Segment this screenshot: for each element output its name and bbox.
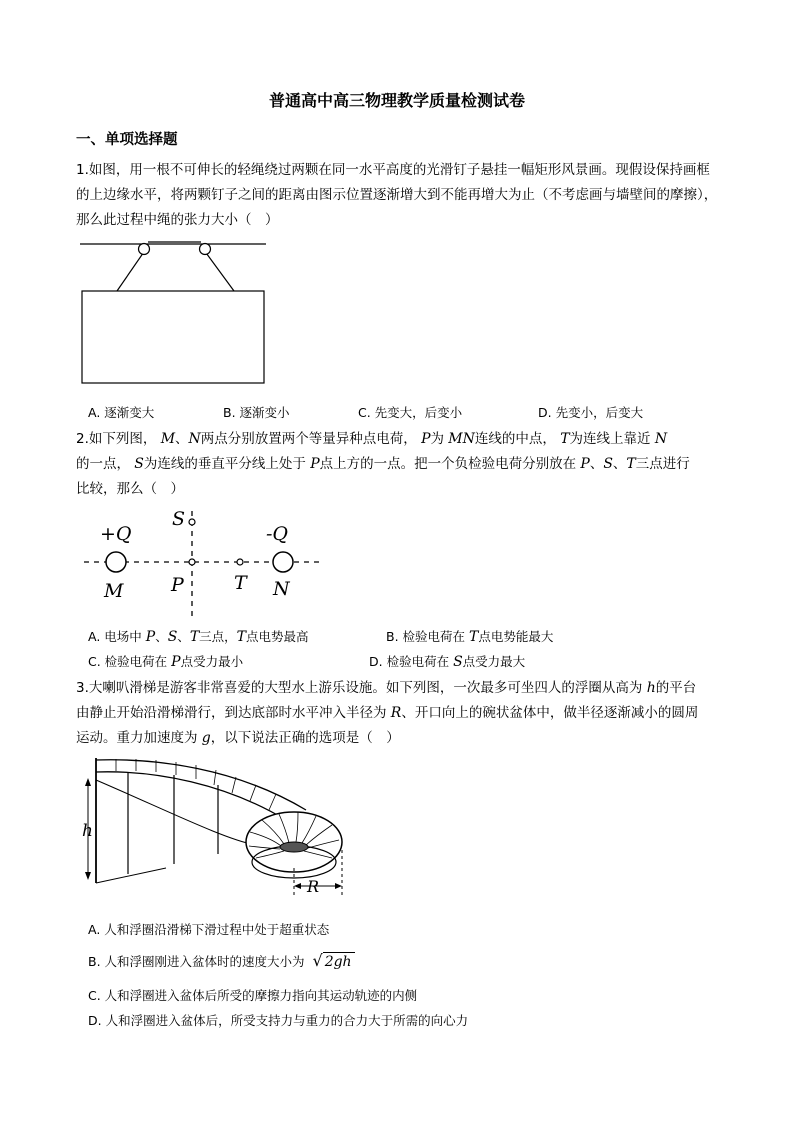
q1-option-c[interactable]: C. 先变大，后变小	[358, 405, 463, 420]
nail-left	[139, 244, 150, 255]
q3-option-d[interactable]: D. 人和浮圈进入盆体后，所受支持力与重力的合力大于所需的向心力	[88, 1013, 469, 1028]
radius-arrow-left	[294, 883, 301, 889]
q2-line-2: 的一点， S为连线的垂直平分线上处于 P点上方的一点。把一个负检验电荷分别放在 P、S、T三点进行	[76, 456, 690, 472]
q3-option-c[interactable]: C. 人和浮圈进入盆体后所受的摩擦力指向其运动轨迹的内侧	[88, 988, 418, 1003]
charge-m-circle	[106, 552, 126, 572]
q3-line-1: 3.大喇叭滑梯是游客非常喜爱的大型水上游乐设施。如下列图，一次最多可坐四人的浮圈从高为 h的平台	[76, 680, 697, 696]
point-t-dot	[237, 559, 243, 565]
question-2-figure-charges	[76, 505, 336, 620]
question-1-figure-picture-frame	[76, 238, 276, 388]
radius-arrow-right	[335, 883, 342, 889]
point-s-dot	[189, 519, 195, 525]
q2-line-1: 2.如下列图， M、N两点分别放置两个等量异种点电荷， P为 MN连线的中点， T为连线上靠近 N	[76, 431, 668, 447]
point-p-dot	[189, 559, 195, 565]
q1-option-a[interactable]: A. 逐渐变大	[88, 405, 155, 420]
question-3-figure-water-slide	[76, 750, 366, 900]
plus-q-label: +Q	[100, 523, 132, 545]
charge-n-circle	[273, 552, 293, 572]
n-label: N	[273, 578, 290, 600]
height-arrow-up	[85, 778, 91, 786]
nail-right	[200, 244, 211, 255]
section-heading: 一、单项选择题	[76, 132, 178, 148]
q2-line-3: 比较，那么（ ）	[76, 481, 184, 497]
minus-q-label: -Q	[266, 523, 288, 545]
h-label: h	[82, 821, 93, 841]
p-label: P	[171, 574, 184, 596]
q3-option-a[interactable]: A. 人和浮圈沿滑梯下滑过程中处于超重状态	[88, 922, 330, 937]
question-1-stem: 1.如图，用一根不可伸长的轻绳绕过两颗在同一水平高度的光滑钉子悬挂一幅矩形风景画。现假设保持画框的上边缘水平，将两颗钉子之间的距离由图示位置逐渐增大到不能再增大为止（不考虑画与墙壁间的摩擦），那么此过程中绳的张力大小（ ）	[76, 162, 718, 228]
q2-option-a[interactable]: A. 电场中 P、S、T三点，T点电势最高	[88, 629, 309, 645]
question-3-stem	[76, 676, 720, 751]
s-label: S	[172, 508, 186, 530]
ground-line	[96, 868, 166, 883]
q2-option-b[interactable]: B. 检验电荷在 T点电势能最大	[386, 629, 554, 645]
r-label: R	[307, 877, 320, 896]
sqrt-2gh: 2gh	[323, 952, 355, 971]
bowl-drain	[280, 842, 308, 852]
picture-frame	[82, 291, 264, 383]
slide-bottom-edge	[96, 772, 286, 820]
q1-option-d[interactable]: D. 先变小，后变大	[538, 405, 644, 420]
slide-shadow-curve	[96, 780, 256, 845]
q3-line-3: 运动。重力加速度为 g，以下说法正确的选项是（ ）	[76, 730, 400, 746]
t-label: T	[234, 572, 247, 594]
q2-option-c[interactable]: C. 检验电荷在 P点受力最小	[88, 654, 244, 670]
height-arrow-down	[85, 872, 91, 880]
q3-line-2: 由静止开始沿滑梯滑行，到达底部时水平冲入半径为 R、开口向上的碗状盆体中，做半径逐渐减小的圆周	[76, 705, 699, 721]
question-2-stem	[76, 427, 720, 502]
q1-option-b[interactable]: B. 逐渐变小	[223, 405, 290, 420]
q2-option-d[interactable]: D. 检验电荷在 S点受力最大	[369, 654, 526, 670]
page-title: 普通高中高三物理教学质量检测试卷	[268, 91, 525, 110]
q3-option-b[interactable]: B. 人和浮圈刚进入盆体时的速度大小为 √ 2gh	[88, 951, 355, 971]
m-label: M	[104, 580, 124, 602]
